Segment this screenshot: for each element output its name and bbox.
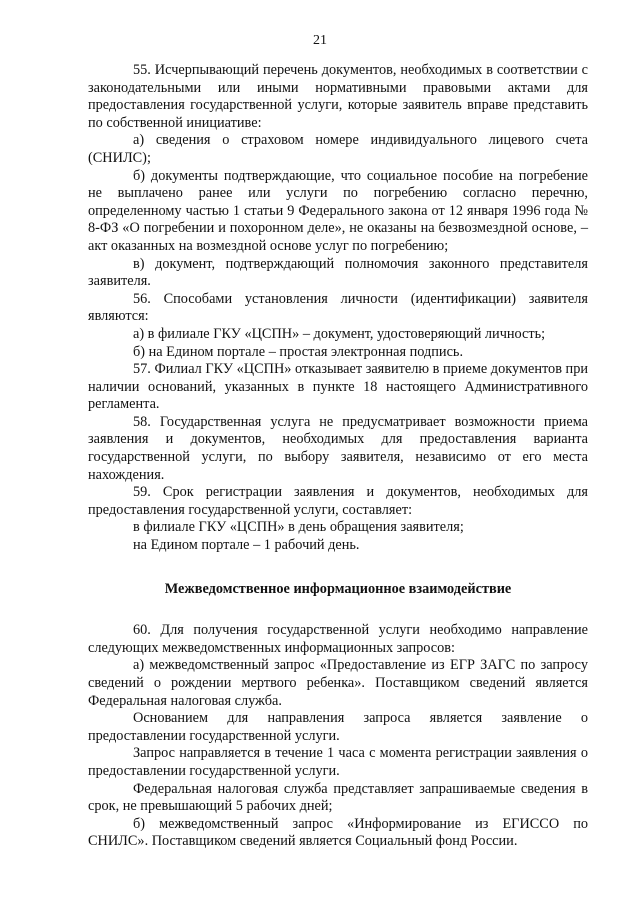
paragraph-59: 59. Срок регистрации заявления и документов, необходимых для предоставления государственной услуги, составляет: [88, 484, 588, 518]
paragraph-59-branch: в филиале ГКУ «ЦСПН» в день обращения заявителя; [133, 519, 464, 536]
paragraph-58: 58. Государственная услуга не предусматривает возможности приема заявления и документов, необходимых для предоставления варианта государственной услуги, по выбору заявителя, независимо от его места нахождения. [88, 413, 588, 483]
paragraph-60-fns: Федеральная налоговая служба представляет запрашиваемые сведения в срок, не превышающий 5 рабочих дней; [88, 780, 588, 815]
paragraph-60-timing: Запрос направляется в течение 1 часа с момента регистрации заявления о предоставлении государственной услуги. [88, 745, 588, 779]
paragraph-60-basis: Основанием для направления запроса является заявление о предоставлении государственной услуги. [88, 710, 588, 744]
paragraph-59-portal: на Едином портале – 1 рабочий день. [133, 537, 360, 554]
paragraph-60-a: а) межведомственный запрос «Предоставление из ЕГР ЗАГС по запросу сведений о рождении мертвого ребенка». Поставщиком сведений является Федеральная налоговая служба. [88, 657, 588, 709]
paragraph-56-b: б) на Едином портале – простая электронная подпись. [133, 343, 464, 360]
section-heading: Межведомственное информационное взаимодействие [164, 580, 512, 597]
page-number: 21 [313, 33, 327, 48]
paragraph-56: 56. Способами установления личности (идентификации) заявителя являются: [88, 290, 588, 325]
paragraph-56-a: а) в филиале ГКУ «ЦСПН» – документ, удостоверяющий личность; [133, 325, 546, 342]
paragraph-57: 57. Филиал ГКУ «ЦСПН» отказывает заявителю в приеме документов при наличии оснований, указанных в пункте 18 настоящего Административного регламента. [88, 361, 588, 413]
paragraph-55-a: а) сведения о страховом номере индивидуального лицевого счета (СНИЛС); [88, 132, 588, 166]
paragraph-55-c: в) документ, подтверждающий полномочия законного представителя заявителя. [88, 255, 588, 290]
paragraph-60-b: б) межведомственный запрос «Информирование из ЕГИССО по СНИЛС». Поставщиком сведений является Социальный фонд России. [88, 815, 588, 850]
paragraph-55-b: б) документы подтверждающие, что социальное пособие на погребение не выплачено ранее или услуги по погребению согласно перечню, определенному частью 1 статьи 9 Федерального закона от 12 января 1996 года № 8-ФЗ «О погребении и похоронном деле», не оказаны на безвозмездной основе, – акт оказанных на возмездной основе услуг по погребению; [88, 167, 588, 254]
paragraph-60: 60. Для получения государственной услуги необходимо направление следующих межведомственных информационных запросов: [88, 622, 588, 656]
document-body [88, 62, 588, 851]
paragraph-55: 55. Исчерпывающий перечень документов, необходимых в соответствии с законодательными или иными нормативными правовыми актами для предоставления государственной услуги, которые заявитель вправе представить по собственной инициативе: [88, 62, 588, 131]
